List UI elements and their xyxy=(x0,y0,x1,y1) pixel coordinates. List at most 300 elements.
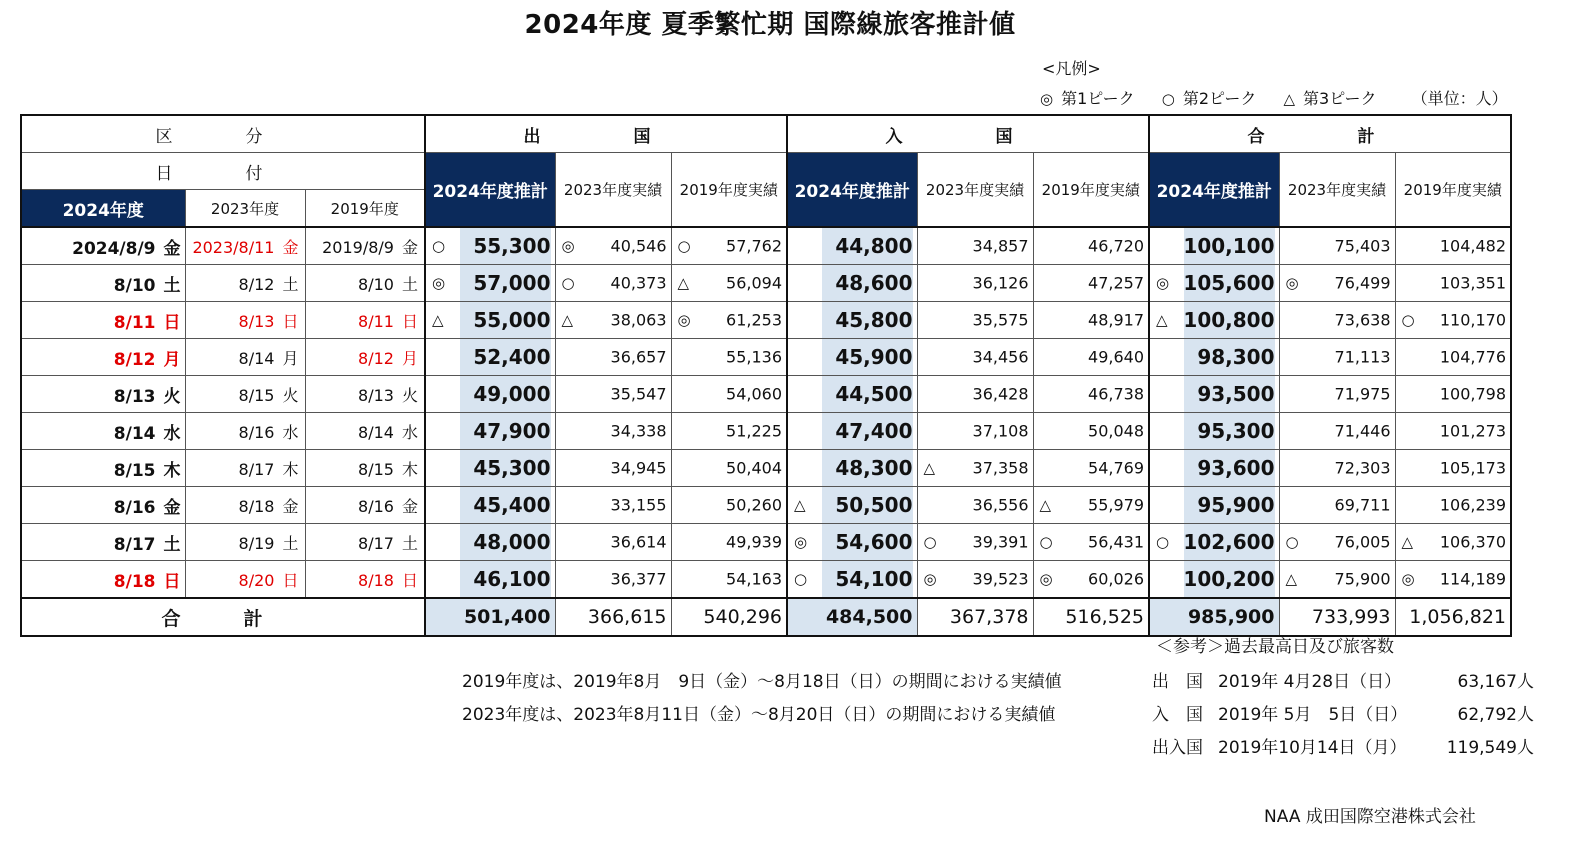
actual-value: 114,189 xyxy=(1439,569,1506,589)
date-text: 2023/8/11 xyxy=(192,237,275,257)
date-text: 8/17 xyxy=(113,534,156,555)
actual-value: 106,239 xyxy=(1439,495,1506,515)
weekday-text: 月 xyxy=(401,348,418,368)
tot-estimate-2024 xyxy=(1149,265,1279,302)
estimate-value: 47,900 xyxy=(473,419,551,443)
tot-actual-2019 xyxy=(1395,227,1511,265)
arr-actual-2019 xyxy=(1033,524,1149,561)
date-text: 8/18 xyxy=(358,570,394,590)
date-cell xyxy=(185,524,305,561)
date-text: 8/13 xyxy=(238,311,275,331)
actual-value: 50,048 xyxy=(1088,421,1144,441)
date-cell xyxy=(305,265,425,302)
table-row xyxy=(21,413,1511,450)
actual-value: 60,026 xyxy=(1088,569,1144,589)
arr-actual-2023 xyxy=(917,524,1033,561)
header-dep-est-2024: 2024年度推計 xyxy=(425,153,555,228)
reference-count: 119,549人 xyxy=(1446,738,1534,758)
reference-date: 2019年 5月 5日（日） xyxy=(1218,705,1408,725)
table-row xyxy=(21,524,1511,561)
tot-actual-2023 xyxy=(1279,524,1395,561)
arr-actual-2023 xyxy=(917,413,1033,450)
date-cell xyxy=(21,413,185,450)
date-cell xyxy=(185,339,305,376)
total-label: 合 計 xyxy=(21,598,425,636)
peak-marker-icon: △ xyxy=(1156,311,1168,329)
weekday-text: 火 xyxy=(282,385,299,405)
date-cell xyxy=(21,339,185,376)
date-text: 8/13 xyxy=(113,386,156,407)
peak-marker-icon: △ xyxy=(1285,570,1298,588)
arr-actual-2023 xyxy=(917,376,1033,413)
weekday-text: 水 xyxy=(163,423,181,444)
date-cell xyxy=(185,227,305,265)
weekday-text: 土 xyxy=(401,274,418,294)
estimate-value: 93,500 xyxy=(1197,382,1275,406)
date-text: 8/15 xyxy=(113,460,156,481)
weekday-text: 火 xyxy=(401,385,418,405)
peak-marker-icon: ◎ xyxy=(677,311,691,329)
estimate-value: 49,000 xyxy=(473,382,551,406)
peak-marker-icon: ◎ xyxy=(1156,274,1170,292)
actual-value: 110,170 xyxy=(1439,310,1506,330)
arr-actual-2019 xyxy=(1033,265,1149,302)
reference-label: 出 国 xyxy=(1152,672,1203,692)
date-text: 8/13 xyxy=(358,385,394,405)
estimate-value: 50,500 xyxy=(835,493,913,517)
actual-value: 100,798 xyxy=(1439,384,1506,404)
date-text: 8/18 xyxy=(238,496,275,516)
tot-actual-2023 xyxy=(1279,561,1395,599)
date-cell xyxy=(305,524,425,561)
peak-marker-icon: ○ xyxy=(1401,311,1415,329)
actual-value: 54,060 xyxy=(726,384,782,404)
reference-row xyxy=(1152,666,1534,699)
estimate-value: 45,900 xyxy=(835,345,913,369)
header-arr-act-2023: 2023年度実績 xyxy=(917,153,1033,228)
header-arr-est-2024: 2024年度推計 xyxy=(787,153,917,228)
date-text: 8/11 xyxy=(358,311,394,331)
dep-actual-2019 xyxy=(671,487,787,524)
table-row xyxy=(21,227,1511,265)
actual-value: 76,005 xyxy=(1334,532,1391,552)
weekday-text: 土 xyxy=(401,533,418,553)
arr-estimate-2024 xyxy=(787,413,917,450)
actual-value: 35,547 xyxy=(610,384,667,404)
estimate-value: 54,600 xyxy=(835,530,913,554)
tot-estimate-2024 xyxy=(1149,302,1279,339)
arr-actual-2023 xyxy=(917,339,1033,376)
weekday-text: 土 xyxy=(282,274,299,294)
note-2019: 2019年度は、2019年8月 9日（金）～8月18日（日）の期間における実績値 xyxy=(462,672,1062,692)
date-cell xyxy=(305,561,425,599)
date-text: 2019/8/9 xyxy=(322,237,394,257)
date-text: 8/19 xyxy=(238,533,275,553)
arr-estimate-2024 xyxy=(787,376,917,413)
arr-actual-2023 xyxy=(917,302,1033,339)
tot-estimate-2024 xyxy=(1149,524,1279,561)
weekday-text: 木 xyxy=(282,459,299,479)
date-cell xyxy=(185,487,305,524)
dep-actual-2023 xyxy=(555,450,671,487)
peak-marker-icon: ○ xyxy=(677,237,691,255)
note-2023: 2023年度は、2023年8月11日（金）～8月20日（日）の期間における実績値 xyxy=(462,705,1056,725)
actual-value: 76,499 xyxy=(1334,273,1391,293)
dep-estimate-2024 xyxy=(425,302,555,339)
dep-actual-2019 xyxy=(671,450,787,487)
table-row xyxy=(21,376,1511,413)
actual-value: 75,403 xyxy=(1334,236,1391,256)
header-arr-act-2019: 2019年度実績 xyxy=(1033,153,1149,228)
header-year-2019: 2019年度 xyxy=(305,190,425,228)
date-text: 8/12 xyxy=(238,274,275,294)
actual-value: 56,431 xyxy=(1088,532,1144,552)
dep-total-2019: 540,296 xyxy=(671,598,787,636)
dep-estimate-2024 xyxy=(425,339,555,376)
arr-actual-2023 xyxy=(917,450,1033,487)
weekday-text: 金 xyxy=(401,237,418,257)
date-cell xyxy=(305,450,425,487)
tot-estimate-2024 xyxy=(1149,561,1279,599)
date-cell xyxy=(21,450,185,487)
actual-value: 61,253 xyxy=(726,310,782,330)
date-text: 8/12 xyxy=(113,349,156,370)
tot-actual-2019 xyxy=(1395,265,1511,302)
actual-value: 39,391 xyxy=(972,532,1029,552)
arr-estimate-2024 xyxy=(787,450,917,487)
date-text: 8/15 xyxy=(238,385,275,405)
dep-actual-2019 xyxy=(671,265,787,302)
date-text: 8/11 xyxy=(113,312,156,333)
tot-total-2019: 1,056,821 xyxy=(1395,598,1511,636)
actual-value: 38,063 xyxy=(610,310,667,330)
actual-value: 34,456 xyxy=(972,347,1029,367)
estimate-value: 48,600 xyxy=(835,271,913,295)
peak-marker-icon: ○ xyxy=(432,237,446,255)
peak-marker-icon: ◎ xyxy=(923,570,937,588)
header-hizuke: 日 付 xyxy=(21,153,425,190)
tot-actual-2023 xyxy=(1279,376,1395,413)
weekday-text: 日 xyxy=(282,570,299,590)
date-cell xyxy=(21,524,185,561)
date-text: 8/16 xyxy=(238,422,275,442)
date-cell xyxy=(185,561,305,599)
estimate-value: 105,600 xyxy=(1183,271,1275,295)
arr-total-2024: 484,500 xyxy=(787,598,917,636)
reference-count: 62,792人 xyxy=(1457,705,1534,725)
actual-value: 36,614 xyxy=(610,532,667,552)
tot-actual-2019 xyxy=(1395,561,1511,599)
date-cell xyxy=(305,487,425,524)
tot-estimate-2024 xyxy=(1149,487,1279,524)
reference-date: 2019年 4月28日（日） xyxy=(1218,672,1402,692)
actual-value: 36,657 xyxy=(610,347,667,367)
header-year-2023: 2023年度 xyxy=(185,190,305,228)
peak-marker-icon: ◎ xyxy=(1285,274,1299,292)
arr-actual-2019 xyxy=(1033,413,1149,450)
date-cell xyxy=(21,227,185,265)
date-cell xyxy=(185,265,305,302)
double-circle-icon: ◎ xyxy=(1040,90,1054,108)
actual-value: 34,945 xyxy=(610,458,667,478)
actual-value: 34,338 xyxy=(610,421,667,441)
date-text: 8/14 xyxy=(113,423,156,444)
actual-value: 105,173 xyxy=(1439,458,1506,478)
date-cell xyxy=(305,413,425,450)
dep-actual-2023 xyxy=(555,413,671,450)
date-text: 8/12 xyxy=(358,348,394,368)
estimate-value: 95,300 xyxy=(1197,419,1275,443)
tot-actual-2019 xyxy=(1395,376,1511,413)
estimate-value: 98,300 xyxy=(1197,345,1275,369)
date-cell xyxy=(185,376,305,413)
date-text: 8/16 xyxy=(113,497,156,518)
reference-date: 2019年10月14日（月） xyxy=(1218,738,1407,758)
arr-actual-2019 xyxy=(1033,302,1149,339)
actual-value: 36,556 xyxy=(972,495,1029,515)
actual-value: 36,428 xyxy=(972,384,1029,404)
estimate-value: 100,100 xyxy=(1183,234,1275,258)
peak-marker-icon: ◎ xyxy=(432,274,446,292)
dep-actual-2023 xyxy=(555,524,671,561)
dep-actual-2023 xyxy=(555,561,671,599)
tot-actual-2023 xyxy=(1279,227,1395,265)
dep-actual-2019 xyxy=(671,302,787,339)
actual-value: 57,762 xyxy=(726,236,782,256)
tot-actual-2019 xyxy=(1395,450,1511,487)
date-cell xyxy=(185,413,305,450)
estimate-value: 48,000 xyxy=(473,530,551,554)
weekday-text: 木 xyxy=(401,459,418,479)
table-row xyxy=(21,265,1511,302)
tot-estimate-2024 xyxy=(1149,450,1279,487)
dep-total-2023: 366,615 xyxy=(555,598,671,636)
date-text: 8/14 xyxy=(238,348,275,368)
actual-value: 75,900 xyxy=(1334,569,1391,589)
peak-marker-icon: ◎ xyxy=(794,533,808,551)
date-text: 8/20 xyxy=(238,570,275,590)
estimate-value: 44,500 xyxy=(835,382,913,406)
weekday-text: 金 xyxy=(282,237,299,257)
actual-value: 55,979 xyxy=(1088,495,1144,515)
header-dep-act-2023: 2023年度実績 xyxy=(555,153,671,228)
peak-marker-icon: ○ xyxy=(1039,533,1053,551)
actual-value: 33,155 xyxy=(610,495,667,515)
actual-value: 46,738 xyxy=(1088,384,1144,404)
header-arrival: 入 国 xyxy=(787,115,1149,153)
date-cell xyxy=(185,302,305,339)
legend-item-second-peak xyxy=(1162,89,1257,108)
weekday-text: 土 xyxy=(163,534,181,555)
actual-value: 71,975 xyxy=(1334,384,1391,404)
arr-actual-2019 xyxy=(1033,450,1149,487)
estimate-value: 45,800 xyxy=(835,308,913,332)
dep-actual-2019 xyxy=(671,561,787,599)
notes xyxy=(462,666,1062,732)
tot-actual-2023 xyxy=(1279,302,1395,339)
dep-actual-2023 xyxy=(555,302,671,339)
dep-actual-2023 xyxy=(555,227,671,265)
actual-value: 104,776 xyxy=(1439,347,1506,367)
actual-value: 50,260 xyxy=(726,495,782,515)
peak-marker-icon: △ xyxy=(677,274,690,292)
legend-label: 第1ピーク xyxy=(1061,89,1135,108)
date-cell xyxy=(185,450,305,487)
tot-actual-2019 xyxy=(1395,339,1511,376)
estimate-value: 100,800 xyxy=(1183,308,1275,332)
arr-estimate-2024 xyxy=(787,561,917,599)
table-row xyxy=(21,450,1511,487)
date-text: 8/14 xyxy=(358,422,394,442)
company-footer: NAA 成田国際空港株式会社 xyxy=(1264,807,1476,827)
date-text: 8/17 xyxy=(358,533,394,553)
header-tot-est-2024: 2024年度推計 xyxy=(1149,153,1279,228)
peak-marker-icon: ○ xyxy=(794,570,808,588)
date-cell xyxy=(305,227,425,265)
weekday-text: 木 xyxy=(163,460,181,481)
estimate-value: 55,300 xyxy=(473,234,551,258)
weekday-text: 月 xyxy=(282,348,299,368)
legend-item-third-peak xyxy=(1283,89,1376,108)
tot-actual-2023 xyxy=(1279,487,1395,524)
tot-actual-2023 xyxy=(1279,265,1395,302)
header-dep-act-2019: 2019年度実績 xyxy=(671,153,787,228)
actual-value: 69,711 xyxy=(1334,495,1391,515)
dep-estimate-2024 xyxy=(425,376,555,413)
arr-estimate-2024 xyxy=(787,302,917,339)
arr-actual-2023 xyxy=(917,227,1033,265)
tot-total-2023: 733,993 xyxy=(1279,598,1395,636)
estimate-value: 47,400 xyxy=(835,419,913,443)
weekday-text: 日 xyxy=(163,312,181,333)
arr-total-2023: 367,378 xyxy=(917,598,1033,636)
reference-row xyxy=(1152,699,1534,732)
actual-value: 36,377 xyxy=(610,569,667,589)
peak-marker-icon: ○ xyxy=(1156,533,1170,551)
actual-value: 71,113 xyxy=(1334,347,1391,367)
actual-value: 46,720 xyxy=(1088,236,1144,256)
arr-actual-2019 xyxy=(1033,227,1149,265)
arr-actual-2019 xyxy=(1033,376,1149,413)
estimate-value: 44,800 xyxy=(835,234,913,258)
date-cell xyxy=(21,376,185,413)
actual-value: 106,370 xyxy=(1439,532,1506,552)
weekday-text: 日 xyxy=(401,570,418,590)
peak-marker-icon: △ xyxy=(923,459,936,477)
peak-marker-icon: △ xyxy=(794,496,806,514)
arr-total-2019: 516,525 xyxy=(1033,598,1149,636)
actual-value: 54,163 xyxy=(726,569,782,589)
dep-estimate-2024 xyxy=(425,561,555,599)
peak-marker-icon: ◎ xyxy=(1039,570,1053,588)
actual-value: 49,640 xyxy=(1088,347,1144,367)
reference-label: 入 国 xyxy=(1152,705,1203,725)
dep-estimate-2024 xyxy=(425,524,555,561)
weekday-text: 金 xyxy=(163,238,181,259)
weekday-text: 土 xyxy=(282,533,299,553)
weekday-text: 水 xyxy=(401,422,418,442)
date-cell xyxy=(21,265,185,302)
dep-actual-2023 xyxy=(555,376,671,413)
tot-actual-2019 xyxy=(1395,524,1511,561)
table-row xyxy=(21,339,1511,376)
weekday-text: 金 xyxy=(163,497,181,518)
header-tot-act-2023: 2023年度実績 xyxy=(1279,153,1395,228)
actual-value: 40,373 xyxy=(610,273,667,293)
date-cell xyxy=(21,487,185,524)
arr-estimate-2024 xyxy=(787,265,917,302)
passenger-table xyxy=(20,114,1512,637)
peak-marker-icon: ○ xyxy=(923,533,937,551)
actual-value: 47,257 xyxy=(1088,273,1144,293)
dep-estimate-2024 xyxy=(425,487,555,524)
actual-value: 101,273 xyxy=(1439,421,1506,441)
dep-total-2024: 501,400 xyxy=(425,598,555,636)
legend-header: <凡例> xyxy=(1042,59,1101,78)
arr-actual-2019 xyxy=(1033,561,1149,599)
dep-estimate-2024 xyxy=(425,227,555,265)
dep-actual-2023 xyxy=(555,265,671,302)
dep-actual-2019 xyxy=(671,524,787,561)
total-row xyxy=(21,598,1511,636)
arr-estimate-2024 xyxy=(787,487,917,524)
weekday-text: 日 xyxy=(401,311,418,331)
peak-marker-icon: ◎ xyxy=(1401,570,1415,588)
dep-estimate-2024 xyxy=(425,413,555,450)
arr-actual-2023 xyxy=(917,265,1033,302)
tot-total-2024: 985,900 xyxy=(1149,598,1279,636)
header-departure: 出 国 xyxy=(425,115,787,153)
weekday-text: 火 xyxy=(163,386,181,407)
actual-value: 72,303 xyxy=(1334,458,1391,478)
estimate-value: 48,300 xyxy=(835,456,913,480)
reference-count: 63,167人 xyxy=(1457,672,1534,692)
date-text: 8/17 xyxy=(238,459,275,479)
estimate-value: 102,600 xyxy=(1183,530,1275,554)
table-row xyxy=(21,302,1511,339)
arr-actual-2023 xyxy=(917,487,1033,524)
tot-actual-2023 xyxy=(1279,450,1395,487)
date-cell xyxy=(305,339,425,376)
estimate-value: 55,000 xyxy=(473,308,551,332)
legend-label: 第2ピーク xyxy=(1182,89,1257,108)
unit-label: （単位：人） xyxy=(1411,89,1508,108)
dep-actual-2019 xyxy=(671,376,787,413)
reference-title: ＜参考＞過去最高日及び旅客数 xyxy=(1156,637,1394,657)
estimate-value: 93,600 xyxy=(1197,456,1275,480)
reference-records xyxy=(1152,666,1534,765)
circle-icon: ○ xyxy=(1161,90,1175,108)
arr-estimate-2024 xyxy=(787,339,917,376)
header-total: 合 計 xyxy=(1149,115,1511,153)
tot-actual-2019 xyxy=(1395,413,1511,450)
dep-actual-2019 xyxy=(671,413,787,450)
header-tot-act-2019: 2019年度実績 xyxy=(1395,153,1511,228)
date-text: 8/10 xyxy=(358,274,394,294)
tot-actual-2019 xyxy=(1395,487,1511,524)
dep-estimate-2024 xyxy=(425,450,555,487)
tot-estimate-2024 xyxy=(1149,339,1279,376)
tot-actual-2023 xyxy=(1279,413,1395,450)
weekday-text: 月 xyxy=(163,349,181,370)
actual-value: 71,446 xyxy=(1334,421,1391,441)
peak-marker-icon: ○ xyxy=(1285,533,1299,551)
actual-value: 103,351 xyxy=(1439,273,1506,293)
reference-label: 出入国 xyxy=(1152,738,1203,758)
weekday-text: 土 xyxy=(163,275,181,296)
page-title: 2024年度 夏季繁忙期 国際線旅客推計値 xyxy=(524,10,1016,40)
date-cell xyxy=(21,561,185,599)
